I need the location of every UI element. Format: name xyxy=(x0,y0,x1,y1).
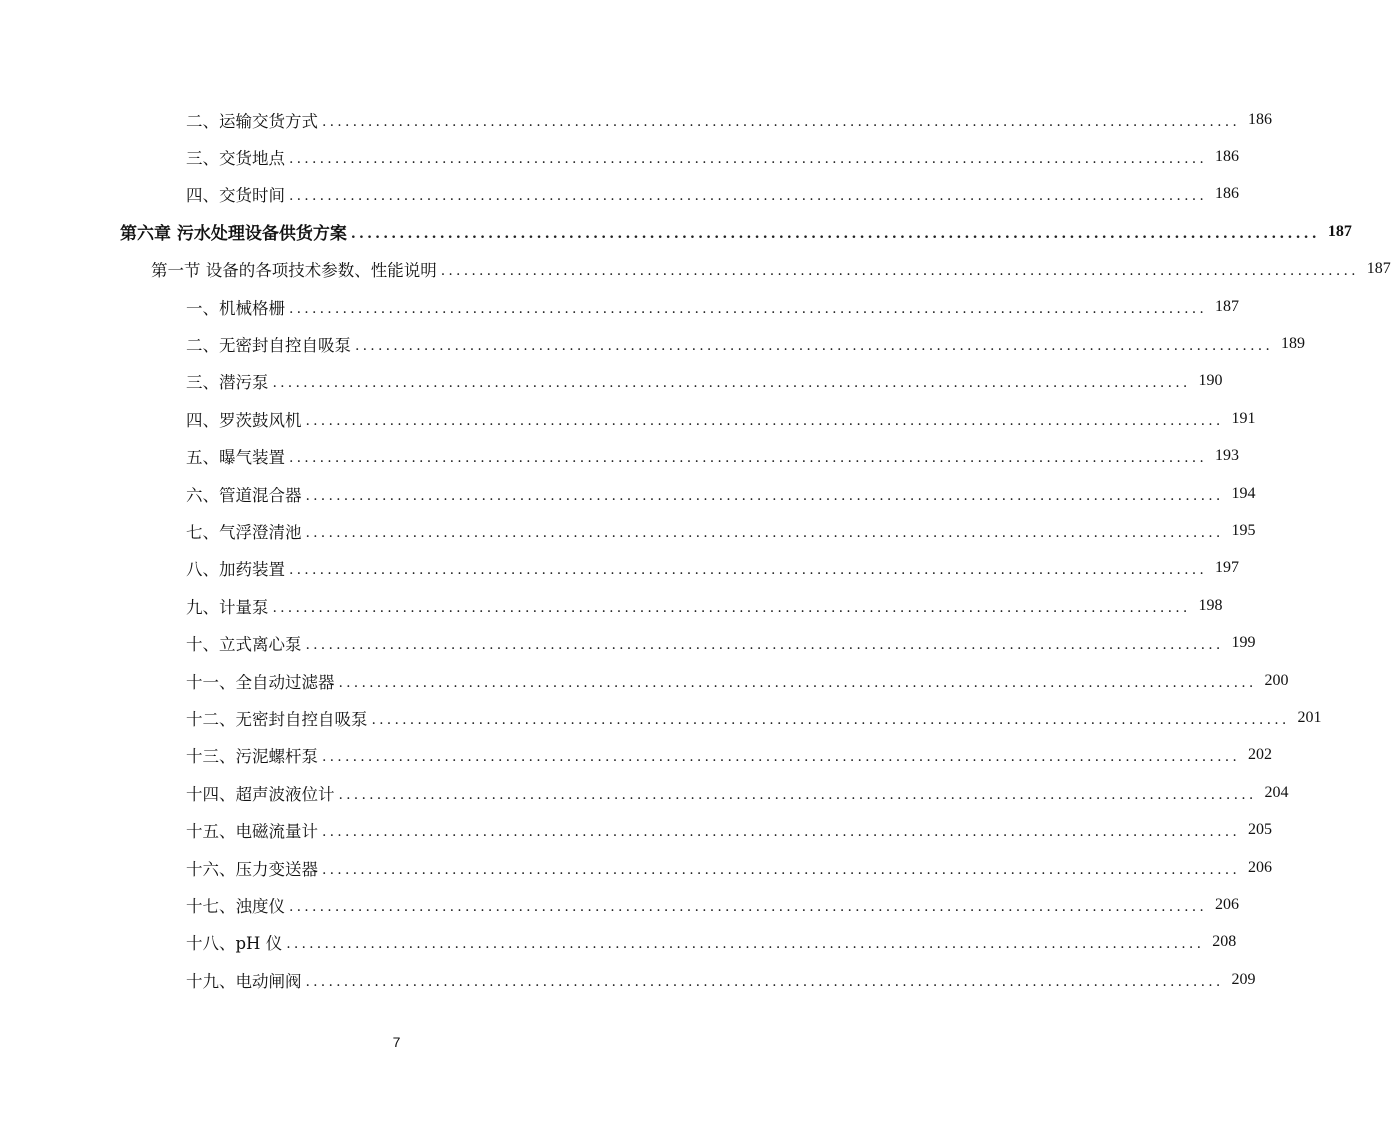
toc-dot-leader: ........................................................................................................................ xyxy=(305,637,1224,654)
toc-entry-label: 第一节 设备的各项技术参数、性能说明 xyxy=(151,261,437,281)
toc-entry[interactable] xyxy=(0,961,1256,998)
toc-entry[interactable] xyxy=(0,101,1273,138)
toc-dot-leader: ........................................................................................................................ xyxy=(305,487,1224,504)
toc-entry-label: 四、交货时间 xyxy=(186,186,285,206)
toc-dot-leader: ........................................................................................................................ xyxy=(440,263,1359,280)
toc-entry-page: 206 xyxy=(1215,895,1240,913)
toc-entry-label: 五、曝气装置 xyxy=(186,448,285,468)
toc-entry-label: 十六、压力变送器 xyxy=(186,859,318,879)
toc-dot-leader: ........................................................................................................................ xyxy=(305,412,1224,429)
toc-entry[interactable] xyxy=(0,662,1289,699)
toc-entry[interactable] xyxy=(0,475,1256,512)
toc-entry-label: 八、加药装置 xyxy=(186,560,285,580)
toc-entry-page: 204 xyxy=(1264,783,1289,801)
toc-entry-page: 202 xyxy=(1248,746,1273,764)
toc-entry-label: 十三、污泥螺杆泵 xyxy=(186,747,318,767)
toc-dot-leader: ........................................................................................................................ xyxy=(289,300,1208,317)
toc-dot-leader: ........................................................................................................................ xyxy=(355,338,1274,355)
toc-entry-label: 十五、电磁流量计 xyxy=(186,822,318,842)
toc-dot-leader: ........................................................................................................................ xyxy=(289,562,1208,579)
toc-entry-page: 186 xyxy=(1215,185,1240,203)
toc-entry[interactable] xyxy=(0,138,1240,175)
toc-dot-leader: ........................................................................................................................ xyxy=(305,973,1224,990)
toc-dot-leader: ........................................................................................................................ xyxy=(322,861,1241,878)
toc-entry[interactable] xyxy=(0,849,1273,886)
toc-entry-page: 200 xyxy=(1264,671,1289,689)
toc-entry-page: 209 xyxy=(1231,970,1256,988)
toc-entry-page: 205 xyxy=(1248,821,1273,839)
toc-entry-label: 九、计量泵 xyxy=(186,597,269,617)
toc-entry-label: 四、罗茨鼓风机 xyxy=(186,410,302,430)
toc-dot-leader: ........................................................................................................................ xyxy=(305,524,1224,541)
toc-entry-page: 189 xyxy=(1281,335,1306,353)
toc-entry[interactable] xyxy=(0,325,1306,362)
toc-entry[interactable] xyxy=(0,363,1223,400)
toc-entry-label: 七、气浮澄清池 xyxy=(186,522,302,542)
toc-dot-leader: ........................................................................................................................ xyxy=(338,674,1257,691)
page-number: 7 xyxy=(392,1034,401,1050)
toc-entry[interactable] xyxy=(0,886,1240,923)
toc-entry[interactable] xyxy=(0,213,1352,250)
toc-entry-page: 208 xyxy=(1212,933,1237,951)
toc-entry[interactable] xyxy=(0,512,1256,549)
toc-entry-label: 十、立式离心泵 xyxy=(186,635,302,655)
toc-dot-leader: ........................................................................................................................ xyxy=(289,898,1208,915)
toc-entry-page: 197 xyxy=(1215,559,1240,577)
toc-entry-page: 186 xyxy=(1248,110,1273,128)
toc-entry-label: 一、机械格栅 xyxy=(186,298,285,318)
toc-entry[interactable] xyxy=(0,251,1391,288)
toc-dot-leader: ........................................................................................................................ xyxy=(350,225,1320,242)
toc-dot-leader: ........................................................................................................................ xyxy=(272,599,1191,616)
toc-entry[interactable] xyxy=(0,737,1273,774)
toc-dot-leader: ........................................................................................................................ xyxy=(322,113,1241,130)
toc-entry-label: 二、无密封自控自吸泵 xyxy=(186,336,351,356)
toc-entry-page: 191 xyxy=(1231,409,1256,427)
toc-dot-leader: ........................................................................................................................ xyxy=(289,450,1208,467)
toc-entry[interactable] xyxy=(0,699,1322,736)
toc-entry-label: 十二、无密封自控自吸泵 xyxy=(186,709,368,729)
toc-entry[interactable] xyxy=(0,400,1256,437)
toc-dot-leader: ........................................................................................................................ xyxy=(322,749,1241,766)
toc-entry-page: 194 xyxy=(1231,484,1256,502)
toc-entry[interactable] xyxy=(0,924,1237,961)
toc-entry-page: 187 xyxy=(1327,222,1352,240)
toc-entry-page: 195 xyxy=(1231,521,1256,539)
toc-entry-label: 第六章 污水处理设备供货方案 xyxy=(120,224,347,245)
toc-dot-leader: ........................................................................................................................ xyxy=(322,824,1241,841)
toc-entry[interactable] xyxy=(0,774,1289,811)
toc-entry-page: 187 xyxy=(1215,297,1240,315)
toc-entry[interactable] xyxy=(0,176,1240,213)
toc-dot-leader: ........................................................................................................................ xyxy=(338,786,1257,803)
toc-dot-leader: ........................................................................................................................ xyxy=(289,151,1208,168)
toc-entry[interactable] xyxy=(0,438,1240,475)
toc-entry-label: 六、管道混合器 xyxy=(186,485,302,505)
toc-entry-page: 193 xyxy=(1215,447,1240,465)
toc-dot-leader: ........................................................................................................................ xyxy=(272,375,1191,392)
toc-entry[interactable] xyxy=(0,550,1240,587)
toc-entry-label: 十四、超声波液位计 xyxy=(186,784,335,804)
table-of-contents xyxy=(0,101,1391,998)
toc-dot-leader: ........................................................................................................................ xyxy=(289,188,1208,205)
toc-entry-label: 十七、浊度仪 xyxy=(186,896,285,916)
toc-entry-page: 206 xyxy=(1248,858,1273,876)
toc-entry-label: 十九、电动闸阀 xyxy=(186,971,302,991)
toc-entry-page: 201 xyxy=(1297,708,1322,726)
toc-entry[interactable] xyxy=(0,624,1256,661)
toc-entry-label: 三、潜污泵 xyxy=(186,373,269,393)
toc-dot-leader: ........................................................................................................................ xyxy=(371,711,1290,728)
toc-entry-label: 二、运输交货方式 xyxy=(186,111,318,131)
toc-entry-page: 187 xyxy=(1366,260,1391,278)
toc-entry-label: 十八、pH 仪 xyxy=(186,934,283,954)
toc-entry[interactable] xyxy=(0,288,1240,325)
toc-entry-page: 198 xyxy=(1198,596,1223,614)
toc-entry-page: 199 xyxy=(1231,634,1256,652)
toc-entry-label: 三、交货地点 xyxy=(186,149,285,169)
toc-entry[interactable] xyxy=(0,811,1273,848)
toc-entry-page: 186 xyxy=(1215,148,1240,166)
toc-entry-page: 190 xyxy=(1198,372,1223,390)
toc-dot-leader: ........................................................................................................................ xyxy=(286,936,1205,953)
toc-entry[interactable] xyxy=(0,587,1223,624)
toc-entry-label: 十一、全自动过滤器 xyxy=(186,672,335,692)
